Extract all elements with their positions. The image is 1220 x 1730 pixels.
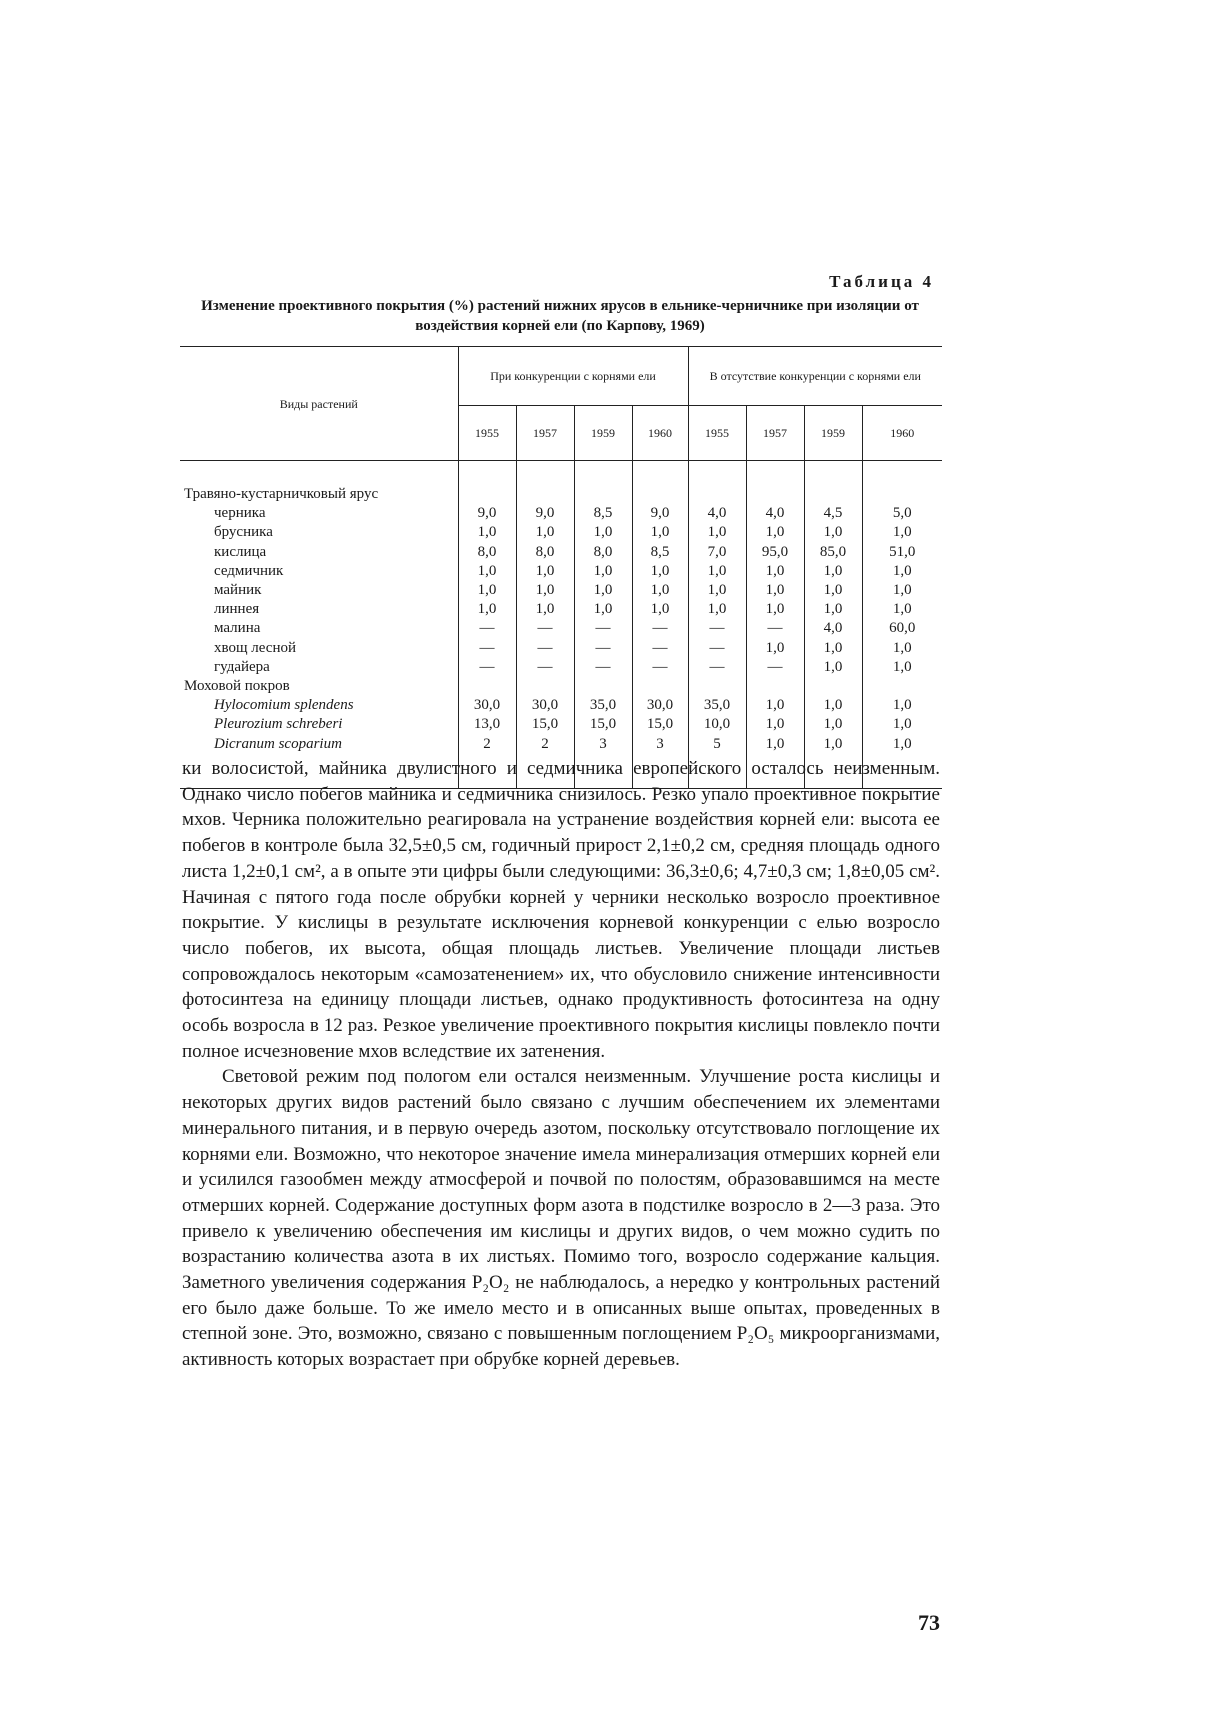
year-header: 1957 <box>746 406 804 461</box>
table-cell: — <box>688 639 746 658</box>
group-header-competition: При конкуренции с корнями ели <box>458 347 688 406</box>
table-cell: 1,0 <box>574 600 632 619</box>
table-cell: 15,0 <box>574 715 632 734</box>
species-column-header: Виды растений <box>180 347 458 461</box>
table-cell: 9,0 <box>516 504 574 523</box>
table-cell <box>862 485 942 504</box>
table-cell: 1,0 <box>632 581 688 600</box>
table-cell: — <box>746 619 804 638</box>
table-cell: 1,0 <box>804 715 862 734</box>
table-cell: 1,0 <box>516 562 574 581</box>
table-cell: — <box>516 639 574 658</box>
year-header: 1955 <box>688 406 746 461</box>
table-cell: 2 <box>458 735 516 754</box>
table-cell: 1,0 <box>804 639 862 658</box>
table-row <box>180 658 942 677</box>
table-cell: — <box>574 639 632 658</box>
table-cell: 10,0 <box>688 715 746 734</box>
species-label: седмичник <box>214 563 286 579</box>
table-cell <box>804 485 862 504</box>
table-cell: 8,0 <box>516 543 574 562</box>
table-cell <box>458 485 516 504</box>
table-row <box>180 523 942 542</box>
species-label: Pleurozium schreberi <box>214 716 345 732</box>
table-cell: — <box>688 619 746 638</box>
table-cell <box>688 485 746 504</box>
table-row <box>180 696 942 715</box>
table-cell: 9,0 <box>632 504 688 523</box>
table-cell: 5,0 <box>862 504 942 523</box>
species-name <box>180 619 458 638</box>
table-row <box>180 581 942 600</box>
table-cell: — <box>632 619 688 638</box>
table-cell: 1,0 <box>746 696 804 715</box>
table-body <box>180 461 942 789</box>
table-cell: 1,0 <box>632 562 688 581</box>
table-cell: 1,0 <box>574 562 632 581</box>
table-cell: 1,0 <box>574 523 632 542</box>
species-name <box>180 504 458 523</box>
table-cell <box>862 677 942 696</box>
year-header: 1955 <box>458 406 516 461</box>
table-cell: 1,0 <box>746 639 804 658</box>
species-label: хвощ лесной <box>214 640 299 656</box>
table-cell: 95,0 <box>746 543 804 562</box>
table-cell: 1,0 <box>458 523 516 542</box>
table-cell <box>688 677 746 696</box>
table-cell: 85,0 <box>804 543 862 562</box>
table-cell: 1,0 <box>804 562 862 581</box>
table-cell <box>632 485 688 504</box>
table-cell: 1,0 <box>746 523 804 542</box>
table-cell <box>574 677 632 696</box>
table-cell: 1,0 <box>862 658 942 677</box>
species-name <box>180 523 458 542</box>
table-cell: 7,0 <box>688 543 746 562</box>
table-cell <box>574 485 632 504</box>
table-cell: 8,5 <box>632 543 688 562</box>
table-cell: 1,0 <box>516 523 574 542</box>
species-name <box>180 735 458 754</box>
species-label: майник <box>214 582 264 598</box>
table-cell: 1,0 <box>862 696 942 715</box>
table-cell: 30,0 <box>458 696 516 715</box>
table-cell: 8,0 <box>574 543 632 562</box>
species-name <box>180 658 458 677</box>
table-cell: 3 <box>574 735 632 754</box>
table-cell <box>746 485 804 504</box>
species-label: линнея <box>214 601 262 617</box>
table-cell: 1,0 <box>632 600 688 619</box>
table-cell: 9,0 <box>458 504 516 523</box>
table-cell: — <box>632 639 688 658</box>
species-label: Моховой покров <box>184 678 293 694</box>
table-cell: 1,0 <box>862 600 942 619</box>
table-cell: — <box>632 658 688 677</box>
table-cell <box>632 677 688 696</box>
table-cell: 4,0 <box>688 504 746 523</box>
year-header: 1960 <box>632 406 688 461</box>
table-cell: 1,0 <box>746 562 804 581</box>
species-label: малина <box>214 620 263 636</box>
table-cell: 2 <box>516 735 574 754</box>
table-cell: 5 <box>688 735 746 754</box>
table-cell: 4,5 <box>804 504 862 523</box>
species-label: брусника <box>214 524 276 540</box>
table-cell: 1,0 <box>688 562 746 581</box>
table-cell: 1,0 <box>862 735 942 754</box>
table-row <box>180 677 942 696</box>
table-cell: 15,0 <box>516 715 574 734</box>
table-cell: 15,0 <box>632 715 688 734</box>
table-row <box>180 485 942 504</box>
table-row <box>180 600 942 619</box>
table-cell: 3 <box>632 735 688 754</box>
table-cell: 1,0 <box>574 581 632 600</box>
table-cell: 8,5 <box>574 504 632 523</box>
table-cell: 13,0 <box>458 715 516 734</box>
species-label: черника <box>214 505 268 521</box>
table-cell: — <box>458 639 516 658</box>
table-cell: 1,0 <box>804 523 862 542</box>
table-cell: — <box>516 619 574 638</box>
species-label: гудайера <box>214 659 273 675</box>
table-cell: 1,0 <box>804 696 862 715</box>
table-cell <box>516 677 574 696</box>
table-cell: 60,0 <box>862 619 942 638</box>
table-cell: — <box>746 658 804 677</box>
table-label: Таблица 4 <box>829 272 934 291</box>
table-cell: — <box>458 658 516 677</box>
data-table <box>180 346 942 789</box>
table-cell: — <box>688 658 746 677</box>
species-name <box>180 696 458 715</box>
table-cell: — <box>516 658 574 677</box>
table-row <box>180 735 942 754</box>
table-cell: 1,0 <box>688 523 746 542</box>
species-label: Dicranum scoparium <box>214 736 345 752</box>
table-cell: 30,0 <box>516 696 574 715</box>
table-cell: 30,0 <box>632 696 688 715</box>
table-cell <box>516 485 574 504</box>
table-cell: 1,0 <box>804 600 862 619</box>
table-cell <box>746 677 804 696</box>
table-cell: 1,0 <box>458 581 516 600</box>
table-cell: 1,0 <box>516 581 574 600</box>
table-cell <box>804 677 862 696</box>
table-cell: — <box>458 619 516 638</box>
species-name <box>180 581 458 600</box>
paragraph: ки волосистой, майника двулистного и седмичника европейского осталось неизменным. Однако число побегов майника и седмичника снизилось. Резко упало проективное покрытие мхов. Черника положительно реагировала на устранение воздействия корней ели: высота ее побегов в контроле была 32,5±0,5 см, годичный прирост 2,1±0,2 см, средняя площадь одного листа 1,2±0,1 см², а в опыте эти цифры были следующими: 36,3±0,6; 4,7±0,3 см; 1,8±0,05 см². Начиная с пятого года после обрубки корней у черники несколько возросло проективное покрытие. У кислицы в результате исключения корневой конкуренции с елью возросло число побегов, их высота, общая площадь листьев. Увеличение площади листьев сопровождалось некоторым «самозатенением» их, что обусловило снижение интенсивности фотосинтеза на единицу площади листьев, однако продуктивность фотосинтеза на одну особь возросла в 12 раз. Резкое увеличение проективного покрытия кислицы повлекло почти полное исчезновение мхов вследствие их затенения. <box>182 758 940 1062</box>
table-cell: 1,0 <box>804 735 862 754</box>
year-header: 1960 <box>862 406 942 461</box>
table-cell: 1,0 <box>458 562 516 581</box>
species-label: кислица <box>214 544 269 560</box>
year-header: 1959 <box>574 406 632 461</box>
table-row <box>180 715 942 734</box>
table-cell: — <box>574 658 632 677</box>
species-name <box>180 715 458 734</box>
table-cell <box>458 677 516 696</box>
species-label: Травяно-кустарничковый ярус <box>184 486 381 502</box>
table-cell: 1,0 <box>804 658 862 677</box>
year-header: 1959 <box>804 406 862 461</box>
table-cell: 1,0 <box>516 600 574 619</box>
table-cell: 1,0 <box>746 735 804 754</box>
table-cell: — <box>574 619 632 638</box>
species-name <box>180 485 458 504</box>
species-name <box>180 562 458 581</box>
table-cell: 8,0 <box>458 543 516 562</box>
body-text <box>182 756 940 1373</box>
table-cell: 1,0 <box>688 600 746 619</box>
table-cell: 35,0 <box>688 696 746 715</box>
table-row <box>180 562 942 581</box>
table-spacer <box>180 461 942 486</box>
table-cell: 1,0 <box>862 639 942 658</box>
table-row <box>180 504 942 523</box>
species-name <box>180 600 458 619</box>
group-header-no-competition: В отсутствие конкуренции с корнями ели <box>688 347 942 406</box>
table-row <box>180 639 942 658</box>
year-header: 1957 <box>516 406 574 461</box>
table-cell: 1,0 <box>746 715 804 734</box>
table-cell: 1,0 <box>688 581 746 600</box>
table-cell: 35,0 <box>574 696 632 715</box>
table-cell: 1,0 <box>746 600 804 619</box>
species-name <box>180 639 458 658</box>
table-cell: 4,0 <box>804 619 862 638</box>
table-cell: 1,0 <box>804 581 862 600</box>
table-cell: 1,0 <box>862 715 942 734</box>
table-cell: 4,0 <box>746 504 804 523</box>
table-row <box>180 619 942 638</box>
table-cell: 1,0 <box>746 581 804 600</box>
page-number: 73 <box>918 1610 940 1635</box>
table-cell: 51,0 <box>862 543 942 562</box>
species-name <box>180 677 458 696</box>
table-cell: 1,0 <box>632 523 688 542</box>
table-cell: 1,0 <box>862 581 942 600</box>
table-cell: 1,0 <box>862 523 942 542</box>
table-row <box>180 543 942 562</box>
paragraph: Световой режим под пологом ели остался неизменным. Улучшение роста кислицы и некоторых других видов растений было связано с лучшим обеспечением их элементами минерального питания, и в первую очередь азотом, поскольку отсутствовало поглощение их корнями ели. Возможно, что некоторое значение имела минерализация отмерших корней ели и усилился газообмен между атмосферой и почвой по полостям, образовавшимся на месте отмерших корней. Содержание доступных форм азота в подстилке возросло в 2—3 раза. Это привело к увеличению обеспечения им кислицы и других видов, о чем можно судить по возрастанию количества азота в их листьях. Помимо того, возросло содержание кальция. Заметного увеличения содержания P₂O₂ не наблюдалось, а нередко у контрольных растений его было даже больше. То же имело место и в описанных выше опытах, проведенных в степной зоне. Это, возможно, связано с повышенным поглощением P₂O₅ микроорганизмами, активность которых возрастает при обрубке корней деревьев. <box>182 1066 940 1371</box>
species-label: Hylocomium splendens <box>214 697 357 713</box>
table-cell: 1,0 <box>458 600 516 619</box>
species-name <box>180 543 458 562</box>
table-cell: 1,0 <box>862 562 942 581</box>
table-caption: Изменение проективного покрытия (%) растений нижних ярусов в ельнике-черничнике при изоляции от воздействия корней ели (по Карпову, 1969) <box>201 298 919 334</box>
